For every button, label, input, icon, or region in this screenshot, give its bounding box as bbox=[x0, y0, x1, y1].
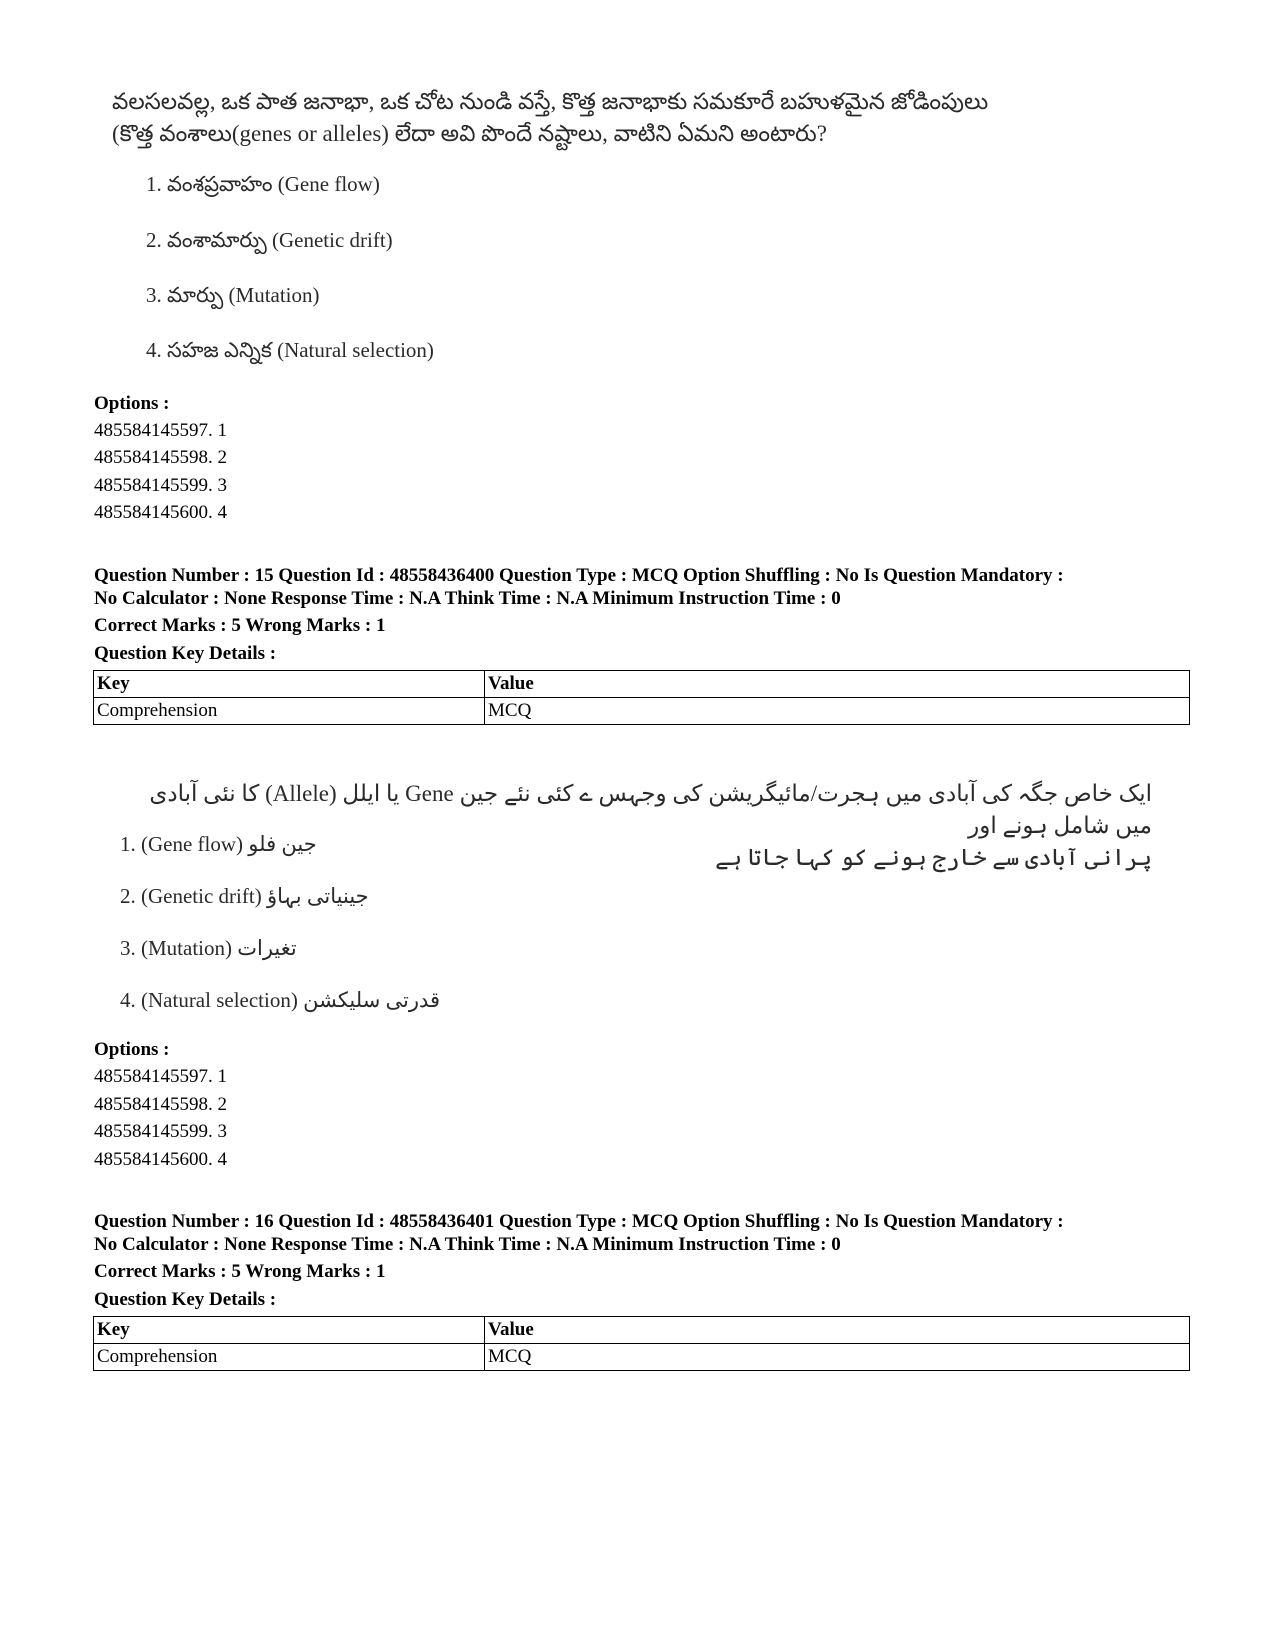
question-16-key-table bbox=[93, 1316, 1190, 1371]
question-15-image-option-4: 4. (Natural selection) قدرتی سلیکشن bbox=[120, 988, 441, 1012]
question-15-image-option-3: 3. (Mutation) تغیرات bbox=[120, 936, 297, 960]
question-15-meta-line2: No Calculator : None Response Time : N.A Think Time : N.A Minimum Instruction Time : 0 bbox=[94, 588, 841, 609]
question-15-stem-line1: ایک خاص جگہ کی آبادی میں ہجرت/مائیگریشن کی وجہس ے کئی نئے جین Gene یا ایلل (Allele) کا نئی آبادی میں شامل ہونے اور bbox=[149, 781, 1152, 838]
question-14-image-option-1: 1. వంశప్రవాహం (Gene flow) bbox=[146, 172, 380, 196]
question-15-option-3: 485584145599. 3 bbox=[94, 1121, 227, 1142]
question-15-image-option-1: 1. (Gene flow) جین فلو bbox=[120, 832, 317, 856]
question-15-option-2: 485584145598. 2 bbox=[94, 1094, 227, 1115]
value-cell: MCQ bbox=[485, 698, 1190, 725]
key-header: Key bbox=[94, 671, 485, 698]
question-15-key-table bbox=[93, 670, 1190, 725]
value-header: Value bbox=[485, 671, 1190, 698]
question-16-meta-line2: No Calculator : None Response Time : N.A Think Time : N.A Minimum Instruction Time : 0 bbox=[94, 1234, 841, 1255]
question-15-meta-line1: Question Number : 15 Question Id : 48558436400 Question Type : MCQ Option Shuffling : No Is Question Mandatory : bbox=[94, 565, 1064, 586]
question-15-options-label: Options : bbox=[94, 1039, 170, 1060]
question-16-marks: Correct Marks : 5 Wrong Marks : 1 bbox=[94, 1261, 386, 1282]
question-14-image-option-2: 2. వంశామార్పు (Genetic drift) bbox=[146, 228, 393, 252]
key-cell: Comprehension bbox=[94, 698, 485, 725]
question-14-image-option-4: 4. సహజ ఎన్నిక (Natural selection) bbox=[146, 338, 434, 362]
question-15-stem bbox=[112, 778, 1152, 874]
question-15-image bbox=[112, 778, 1162, 1068]
question-14-stem bbox=[112, 86, 1152, 150]
key-cell: Comprehension bbox=[94, 1344, 485, 1371]
question-15-stem-line2: پرانی آبادی سے خارج ہونے کو کہا جاتا ہے bbox=[715, 845, 1152, 870]
question-14-stem-line2: (కొత్త వంశాలు(genes or alleles) లేదా అవి పొందే నష్టాలు, వాటిని ఏమని అంటారు? bbox=[112, 121, 827, 146]
question-14-image-option-3: 3. మార్పు (Mutation) bbox=[146, 283, 320, 307]
key-header: Key bbox=[94, 1317, 485, 1344]
question-15-option-1: 485584145597. 1 bbox=[94, 1066, 227, 1087]
question-14-option-3: 485584145599. 3 bbox=[94, 475, 227, 496]
question-14-option-1: 485584145597. 1 bbox=[94, 420, 227, 441]
question-15-marks: Correct Marks : 5 Wrong Marks : 1 bbox=[94, 615, 386, 636]
question-15-image-option-2: 2. (Genetic drift) جینیاتی بہاؤ bbox=[120, 884, 369, 908]
question-16-key-details-label: Question Key Details : bbox=[94, 1289, 277, 1310]
question-14-options-label: Options : bbox=[94, 393, 170, 414]
question-14-image bbox=[112, 86, 1162, 386]
question-15-option-4: 485584145600. 4 bbox=[94, 1149, 227, 1170]
question-15-key-details-label: Question Key Details : bbox=[94, 643, 277, 664]
question-14-option-2: 485584145598. 2 bbox=[94, 447, 227, 468]
question-14-stem-line1: వలసలవల్ల, ఒక పాత జనాభా, ఒక చోట నుండి వస్తే, కొత్త జనాభాకు సమకూరే బహుళమైన జోడింపులు bbox=[112, 89, 989, 114]
question-14-option-4: 485584145600. 4 bbox=[94, 502, 227, 523]
question-16-meta-line1: Question Number : 16 Question Id : 48558436401 Question Type : MCQ Option Shuffling : No Is Question Mandatory : bbox=[94, 1211, 1064, 1232]
value-cell: MCQ bbox=[485, 1344, 1190, 1371]
value-header: Value bbox=[485, 1317, 1190, 1344]
